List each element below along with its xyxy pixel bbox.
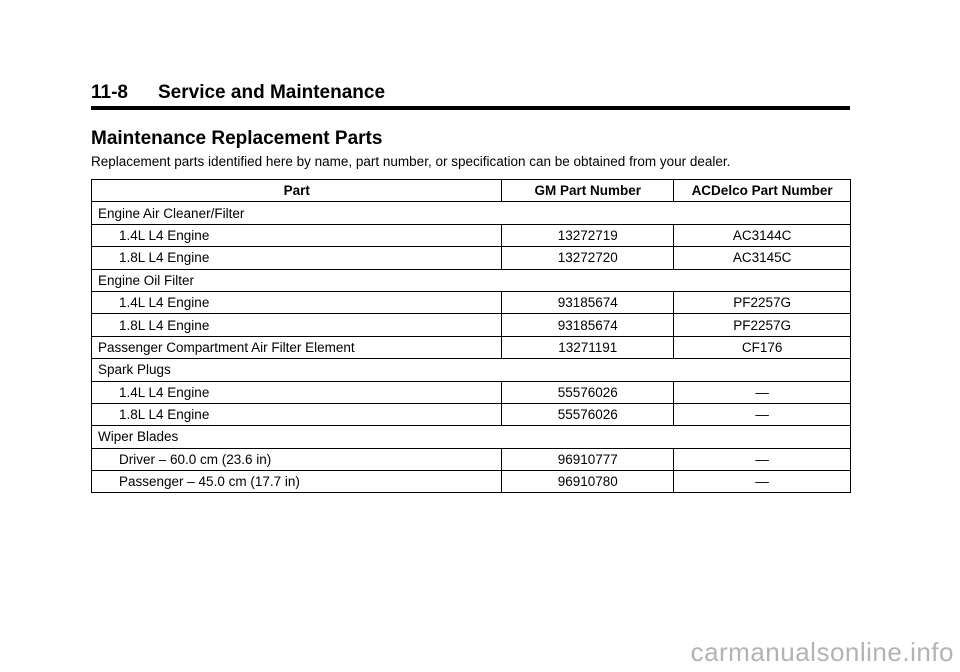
parts-table bbox=[91, 179, 851, 493]
acdelco-part-number: — bbox=[674, 381, 851, 403]
column-header-part: Part bbox=[92, 180, 502, 202]
part-name: Driver – 60.0 cm (23.6 in) bbox=[92, 448, 502, 470]
acdelco-part-number: CF176 bbox=[674, 336, 851, 358]
group-label: Wiper Blades bbox=[92, 426, 851, 448]
parts-table-body bbox=[92, 202, 851, 493]
table-group-row bbox=[92, 426, 851, 448]
watermark: carmanualsonline.info bbox=[690, 637, 954, 667]
table-row bbox=[92, 403, 851, 425]
table-group-row bbox=[92, 202, 851, 224]
part-name: 1.4L L4 Engine bbox=[92, 291, 502, 313]
part-name: 1.8L L4 Engine bbox=[92, 403, 502, 425]
group-label: Spark Plugs bbox=[92, 359, 851, 381]
gm-part-number: 13271191 bbox=[502, 336, 674, 358]
acdelco-part-number: — bbox=[674, 448, 851, 470]
table-row bbox=[92, 291, 851, 313]
table-row bbox=[92, 381, 851, 403]
table-row bbox=[92, 247, 851, 269]
group-label: Engine Oil Filter bbox=[92, 269, 851, 291]
intro-text: Replacement parts identified here by name, part number, or specification can be obtained from your dealer. bbox=[91, 154, 731, 169]
part-name: 1.4L L4 Engine bbox=[92, 381, 502, 403]
table-group-row bbox=[92, 269, 851, 291]
table-row bbox=[92, 336, 851, 358]
part-name: Passenger – 45.0 cm (17.7 in) bbox=[92, 471, 502, 493]
part-name: Passenger Compartment Air Filter Element bbox=[92, 336, 502, 358]
table-header-row bbox=[92, 180, 851, 202]
acdelco-part-number: — bbox=[674, 471, 851, 493]
page-number: 11-8 bbox=[91, 82, 128, 103]
gm-part-number: 93185674 bbox=[502, 314, 674, 336]
table-row bbox=[92, 448, 851, 470]
acdelco-part-number: AC3145C bbox=[674, 247, 851, 269]
chapter-title: Service and Maintenance bbox=[158, 82, 386, 103]
page-header bbox=[91, 82, 850, 110]
acdelco-part-number: AC3144C bbox=[674, 224, 851, 246]
gm-part-number: 96910777 bbox=[502, 448, 674, 470]
table-row bbox=[92, 224, 851, 246]
table-row bbox=[92, 471, 851, 493]
part-name: 1.4L L4 Engine bbox=[92, 224, 502, 246]
group-label: Engine Air Cleaner/Filter bbox=[92, 202, 851, 224]
column-header-gm-part-number: GM Part Number bbox=[502, 180, 674, 202]
gm-part-number: 13272720 bbox=[502, 247, 674, 269]
gm-part-number: 96910780 bbox=[502, 471, 674, 493]
table-row bbox=[92, 314, 851, 336]
gm-part-number: 93185674 bbox=[502, 291, 674, 313]
gm-part-number: 13272719 bbox=[502, 224, 674, 246]
acdelco-part-number: PF2257G bbox=[674, 291, 851, 313]
acdelco-part-number: — bbox=[674, 403, 851, 425]
gm-part-number: 55576026 bbox=[502, 403, 674, 425]
acdelco-part-number: PF2257G bbox=[674, 314, 851, 336]
part-name: 1.8L L4 Engine bbox=[92, 314, 502, 336]
section-title: Maintenance Replacement Parts bbox=[91, 128, 383, 149]
column-header-acdelco-part-number: ACDelco Part Number bbox=[674, 180, 851, 202]
part-name: 1.8L L4 Engine bbox=[92, 247, 502, 269]
table-group-row bbox=[92, 359, 851, 381]
gm-part-number: 55576026 bbox=[502, 381, 674, 403]
